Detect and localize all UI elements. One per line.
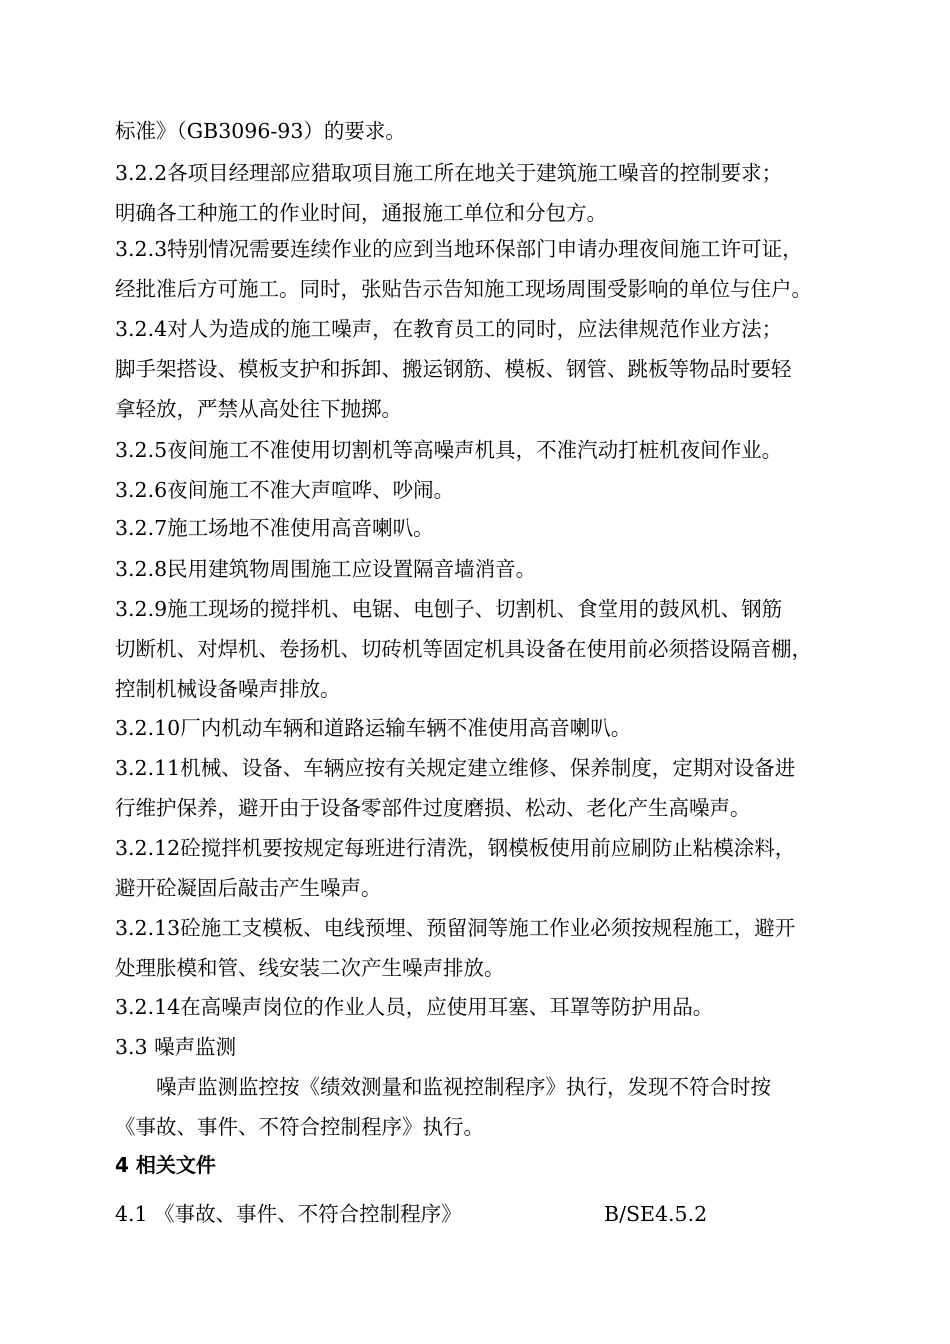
reference-code: B/SE4.5.2 (604, 1202, 708, 1226)
text-line: 3.2.3特别情况需要连续作业的应到当地环保部门申请办理夜间施工许可证， (115, 237, 803, 261)
text-line: 3.2.11机械、设备、车辆应按有关规定建立维修、保养制度，定期对设备进 (115, 756, 796, 780)
text-line: 3.2.13砼施工支模板、电线预埋、预留洞等施工作业必须按规程施工，避开 (115, 916, 796, 940)
reference-item: 4.1 《事故、事件、不符合控制程序》 (115, 1202, 462, 1226)
text-line: 控制机械设备噪声排放。 (115, 677, 341, 701)
text-line: 拿轻放，严禁从高处往下抛掷。 (115, 397, 402, 421)
text-line: 脚手架搭设、模板支护和拆卸、搬运钢筋、模板、钢管、跳板等物品时要轻 (115, 357, 792, 381)
text-line: 切断机、对焊机、卷扬机、切砖机等固定机具设备在使用前必须搭设隔音棚， (115, 637, 812, 661)
text-line: 噪声监测监控按《绩效测量和监视控制程序》执行，发现不符合时按 (156, 1075, 771, 1099)
text-line: 《事故、事件、不符合控制程序》执行。 (115, 1115, 484, 1139)
text-line: 处理胀模和管、线安装二次产生噪声排放。 (115, 956, 505, 980)
text-line: 避开砼凝固后敲击产生噪声。 (115, 876, 382, 900)
text-line: 3.3 噪声监测 (115, 1035, 237, 1059)
text-line: 标准》（GB3096-93）的要求。 (115, 119, 406, 143)
text-line: 3.2.5夜间施工不准使用切割机等高噪声机具，不准汽动打桩机夜间作业。 (115, 438, 783, 462)
text-line: 行维护保养，避开由于设备零部件过度磨损、松动、老化产生高噪声。 (115, 796, 751, 820)
text-line: 3.2.4对人为造成的施工噪声，在教育员工的同时，应法律规范作业方法； (115, 317, 783, 341)
text-line: 3.2.10厂内机动车辆和道路运输车辆不准使用高音喇叭。 (115, 716, 632, 740)
text-line: 3.2.12砼搅拌机要按规定每班进行清洗，钢模板使用前应刷防止粘模涂料， (115, 836, 796, 860)
text-line: 3.2.2各项目经理部应猎取项目施工所在地关于建筑施工噪音的控制要求； (115, 161, 783, 185)
text-line: 明确各工种施工的作业时间，通报施工单位和分包方。 (115, 201, 607, 225)
section-heading: 4 相关文件 (115, 1153, 216, 1177)
text-line: 3.2.6夜间施工不准大声喧哗、吵闹。 (115, 478, 455, 502)
text-line: 3.2.8民用建筑物周围施工应设置隔音墙消音。 (115, 557, 537, 581)
text-line: 3.2.7施工场地不准使用高音喇叭。 (115, 516, 434, 540)
text-line: 经批准后方可施工。同时，张贴告示告知施工现场周围受影响的单位与住户。 (115, 277, 812, 301)
text-line: 3.2.14在高噪声岗位的作业人员，应使用耳塞、耳罩等防护用品。 (115, 995, 714, 1019)
text-line: 3.2.9施工现场的搅拌机、电锯、电刨子、切割机、食堂用的鼓风机、钢筋 (115, 597, 783, 621)
